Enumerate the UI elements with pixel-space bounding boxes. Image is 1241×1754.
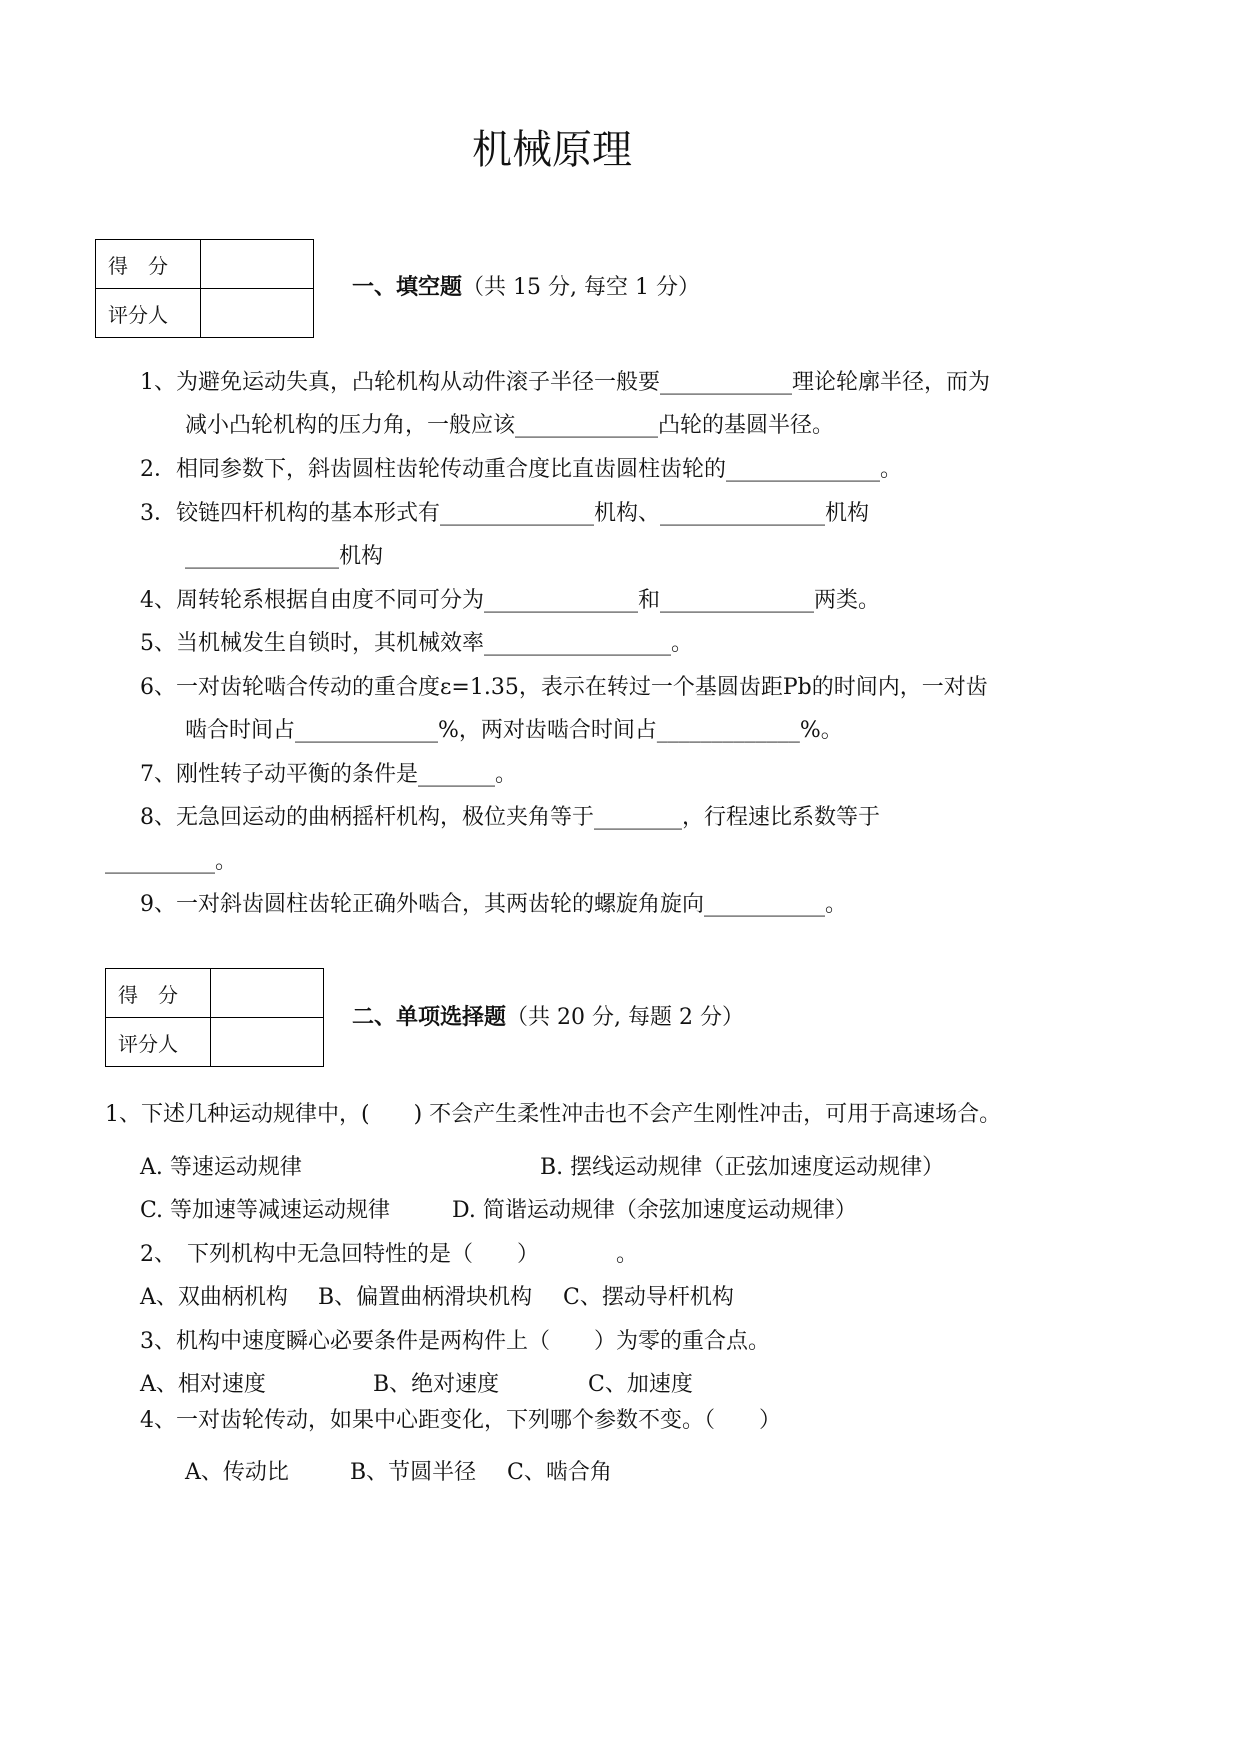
q2-2-option-a: A、双曲柄机构	[140, 1285, 288, 1310]
score-label: 得 分	[96, 240, 201, 289]
q1-4-line: 4、周转轮系根据自由度不同可分为______________和______________两类。	[140, 588, 880, 613]
score-label: 得 分	[106, 969, 211, 1018]
section1-title: 一、填空题	[352, 275, 463, 300]
q2-2-line: 2、 下列机构中无急回特性的是（ ） 。	[140, 1242, 638, 1267]
q1-1-line-b: 减小凸轮机构的压力角，一般应该_____________凸轮的基圆半径。	[185, 413, 835, 438]
q1-7-line: 7、刚性转子动平衡的条件是_______。	[140, 762, 517, 787]
q1-8-line-a: 8、无急回运动的曲柄摇杆机构，极位夹角等于________，行程速比系数等于	[140, 805, 880, 830]
section1-note: （共 15 分, 每空 1 分）	[462, 275, 700, 300]
q2-1-option-a: A. 等速运动规律	[140, 1155, 302, 1180]
grader-cell[interactable]	[211, 1018, 324, 1067]
q2-3-option-b: B、绝对速度	[373, 1372, 500, 1397]
q2-3-option-a: A、相对速度	[140, 1372, 266, 1397]
score-table-1	[95, 239, 314, 338]
q1-5-line: 5、当机械发生自锁时，其机械效率_________________。	[140, 631, 693, 656]
q1-3-line-a: 3．铰链四杆机构的基本形式有______________机构、_______________机构	[140, 501, 869, 526]
q2-3-option-c: C、加速度	[588, 1372, 693, 1397]
q2-4-option-c: C、啮合角	[507, 1460, 612, 1485]
q1-8-line-b: __________。	[105, 849, 238, 874]
q2-1-option-b: B. 摆线运动规律（正弦加速度运动规律）	[540, 1155, 945, 1180]
q1-3-line-b: ______________机构	[185, 544, 384, 569]
q1-9-line: 9、一对斜齿圆柱齿轮正确外啮合，其两齿轮的螺旋角旋向___________。	[140, 892, 847, 917]
grader-label: 评分人	[106, 1018, 211, 1067]
q2-3-line: 3、机构中速度瞬心必要条件是两构件上（ ）为零的重合点。	[140, 1329, 770, 1354]
score-table-2	[105, 968, 324, 1067]
q2-1-option-d: D. 简谐运动规律（余弦加速度运动规律）	[452, 1198, 857, 1223]
q2-2-option-c: C、摆动导杆机构	[563, 1285, 734, 1310]
score-cell[interactable]	[211, 969, 324, 1018]
q1-2-line: 2．相同参数下，斜齿圆柱齿轮传动重合度比直齿圆柱齿轮的______________。	[140, 457, 902, 482]
q2-1-option-c: C. 等加速等减速运动规律	[140, 1198, 391, 1223]
q1-6-line-b: 啮合时间占_____________%，两对齿啮合时间占_____________%。	[185, 718, 843, 743]
q1-1-line-a: 1、为避免运动失真，凸轮机构从动件滚子半径一般要____________理论轮廓半径，而为	[140, 370, 990, 395]
page-title: 机械原理	[472, 127, 632, 173]
q2-4-option-b: B、节圆半径	[350, 1460, 477, 1485]
section1-heading	[352, 270, 700, 301]
q2-4-option-a: A、传动比	[185, 1460, 289, 1485]
q1-6-line-a: 6、一对齿轮啮合传动的重合度ε=1.35，表示在转过一个基圆齿距Pb的时间内，一对齿	[140, 675, 988, 700]
section2-heading	[352, 1000, 744, 1031]
q2-1-line: 1、下述几种运动规律中，( ) 不会产生柔性冲击也不会产生刚性冲击，可用于高速场合。	[105, 1102, 1002, 1127]
section2-note: （共 20 分, 每题 2 分）	[506, 1005, 744, 1030]
q2-4-line: 4、一对齿轮传动，如果中心距变化，下列哪个参数不变。（ ）	[140, 1408, 781, 1433]
grader-cell[interactable]	[201, 289, 314, 338]
q2-2-option-b: B、偏置曲柄滑块机构	[318, 1285, 533, 1310]
grader-label: 评分人	[96, 289, 201, 338]
score-cell[interactable]	[201, 240, 314, 289]
section2-title: 二、单项选择题	[352, 1005, 507, 1030]
